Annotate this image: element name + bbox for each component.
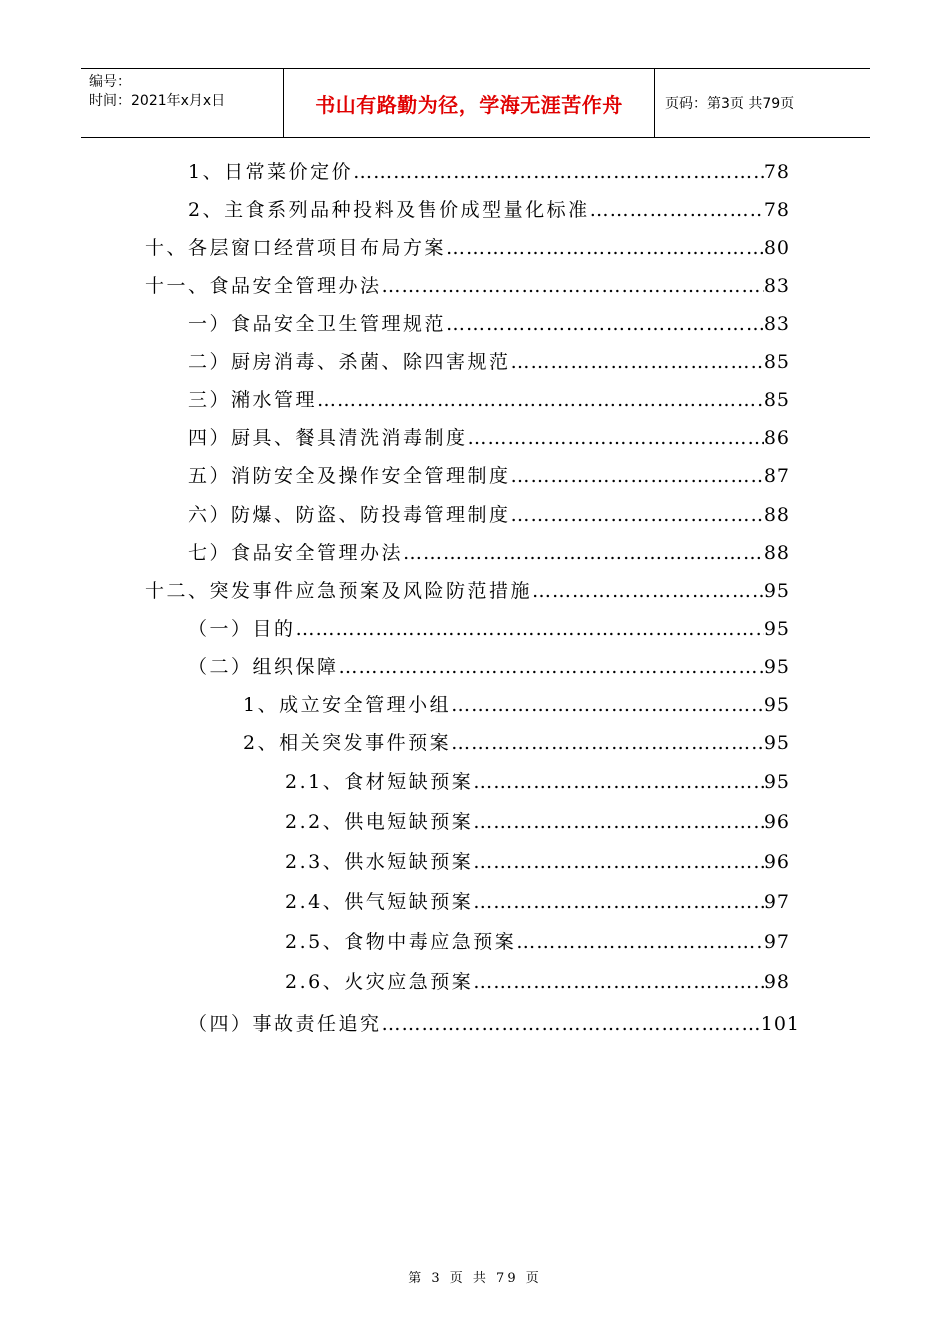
toc-entry-page-number: 87 [763,465,790,487]
toc-entry-page-number: 83 [763,313,790,335]
toc-entry-title: （一）目的 [188,618,296,640]
toc-entry-title: 十一、食品安全管理办法 [145,275,382,297]
toc-entry-page-number: 97 [763,931,790,953]
header-motto: 书山有路勤为径，学海无涯苦作舟 [283,69,655,137]
toc-leader-dots [353,161,764,183]
toc-entry-title: 十、各层窗口经营项目布局方案 [145,237,447,259]
toc-entry[interactable] [285,847,790,875]
toc-entry-title: 七）食品安全管理办法 [188,542,404,564]
toc-leader-dots [473,771,764,793]
toc-entry[interactable] [188,347,790,375]
toc-entry[interactable] [145,233,790,261]
toc-entry[interactable] [285,927,790,955]
toc-entry-page-number: 95 [763,656,790,678]
toc-entry-title: 1、成立安全管理小组 [243,694,452,716]
toc-entry-page-number: 88 [763,504,790,526]
toc-leader-dots [532,580,764,602]
toc-entry-title: （四）事故责任追究 [188,1013,382,1035]
toc-entry[interactable] [285,767,790,795]
toc-entry-page-number: 85 [763,351,790,373]
toc-entry-title: 2、主食系列品种投料及售价成型量化标准 [188,199,590,221]
toc-entry[interactable] [145,576,790,604]
toc-leader-dots [339,656,764,678]
doc-code-label: 编号： [89,74,131,90]
toc-leader-dots [317,389,764,411]
toc-entry[interactable] [188,461,790,489]
toc-entry[interactable] [188,195,790,223]
toc-leader-dots [468,427,764,449]
toc-entry[interactable] [188,500,790,528]
toc-entry-page-number: 95 [763,732,790,754]
toc-entry-title: 2.6、火灾应急预案 [285,971,474,993]
toc-leader-dots [473,851,764,873]
doc-time-label: 时间：2021年x月x日 [89,93,226,109]
toc-entry[interactable] [188,385,790,413]
header-meta [81,69,283,137]
toc-entry-title: 2.1、食材短缺预案 [285,771,474,793]
toc-entry[interactable] [145,271,790,299]
toc-leader-dots [590,199,764,221]
toc-entry[interactable] [188,538,790,566]
page-footer: 第 3 页 共 79 页 [408,1271,542,1286]
toc-leader-dots [382,1013,761,1035]
toc-entry-page-number: 96 [763,811,790,833]
toc-leader-dots [446,237,764,259]
toc-entry[interactable] [188,652,790,680]
toc-entry-title: 2.5、食物中毒应急预案 [285,931,517,953]
toc-entry[interactable] [188,614,790,642]
toc-entry-page-number: 96 [763,851,790,873]
toc-entry-title: 2.3、供水短缺预案 [285,851,474,873]
toc-leader-dots [403,542,764,564]
toc-leader-dots [473,891,764,913]
toc-leader-dots [382,275,764,297]
toc-leader-dots [451,732,764,754]
toc-entry-title: 2.4、供气短缺预案 [285,891,474,913]
toc-entry[interactable] [188,423,790,451]
toc-leader-dots [473,971,764,993]
toc-entry-page-number: 78 [763,199,790,221]
toc-entry-page-number: 95 [763,580,790,602]
toc-entry-title: 六）防爆、防盗、防投毒管理制度 [188,504,511,526]
toc-entry-title: 四）厨具、餐具清洗消毒制度 [188,427,468,449]
toc-entry-title: 2、相关突发事件预案 [243,732,452,754]
toc-entry-title: 2.2、供电短缺预案 [285,811,474,833]
toc-entry-page-number: 78 [763,161,790,183]
header-page-info: 页码：第3页 共79页 [665,96,795,112]
toc-entry-title: 一）食品安全卫生管理规范 [188,313,447,335]
toc-entry-title: 1、日常菜价定价 [188,161,354,183]
toc-leader-dots [511,351,764,373]
toc-entry-page-number: 95 [763,771,790,793]
toc-leader-dots [446,313,764,335]
toc-leader-dots [511,504,764,526]
toc-leader-dots [516,931,764,953]
toc-entry-title: 二）厨房消毒、杀菌、除四害规范 [188,351,511,373]
toc-entry[interactable] [243,728,790,756]
toc-entry-page-number: 80 [763,237,790,259]
toc-entry[interactable] [285,807,790,835]
toc-entry-page-number: 83 [763,275,790,297]
page-header [81,68,870,138]
toc-leader-dots [511,465,764,487]
toc-entry[interactable] [285,967,790,995]
toc-entry[interactable] [188,1009,800,1037]
toc-entry-page-number: 95 [763,618,790,640]
toc-entry-page-number: 98 [763,971,790,993]
toc-leader-dots [473,811,764,833]
toc-entry-page-number: 95 [763,694,790,716]
toc-entry-page-number: 97 [763,891,790,913]
toc-entry-page-number: 88 [763,542,790,564]
toc-entry-page-number: 86 [763,427,790,449]
toc-entry-title: 十二、突发事件应急预案及风险防范措施 [145,580,533,602]
toc-leader-dots [296,618,764,640]
toc-entry-page-number: 85 [763,389,790,411]
toc-entry-title: 三）潲水管理 [188,389,318,411]
toc-entry-title: （二）组织保障 [188,656,339,678]
toc-entry-title: 五）消防安全及操作安全管理制度 [188,465,511,487]
toc-entry[interactable] [188,157,790,185]
toc-entry[interactable] [285,887,790,915]
toc-leader-dots [451,694,764,716]
toc-entry-page-number: 101 [760,1013,800,1035]
toc-entry[interactable] [243,690,790,718]
toc-entry[interactable] [188,309,790,337]
